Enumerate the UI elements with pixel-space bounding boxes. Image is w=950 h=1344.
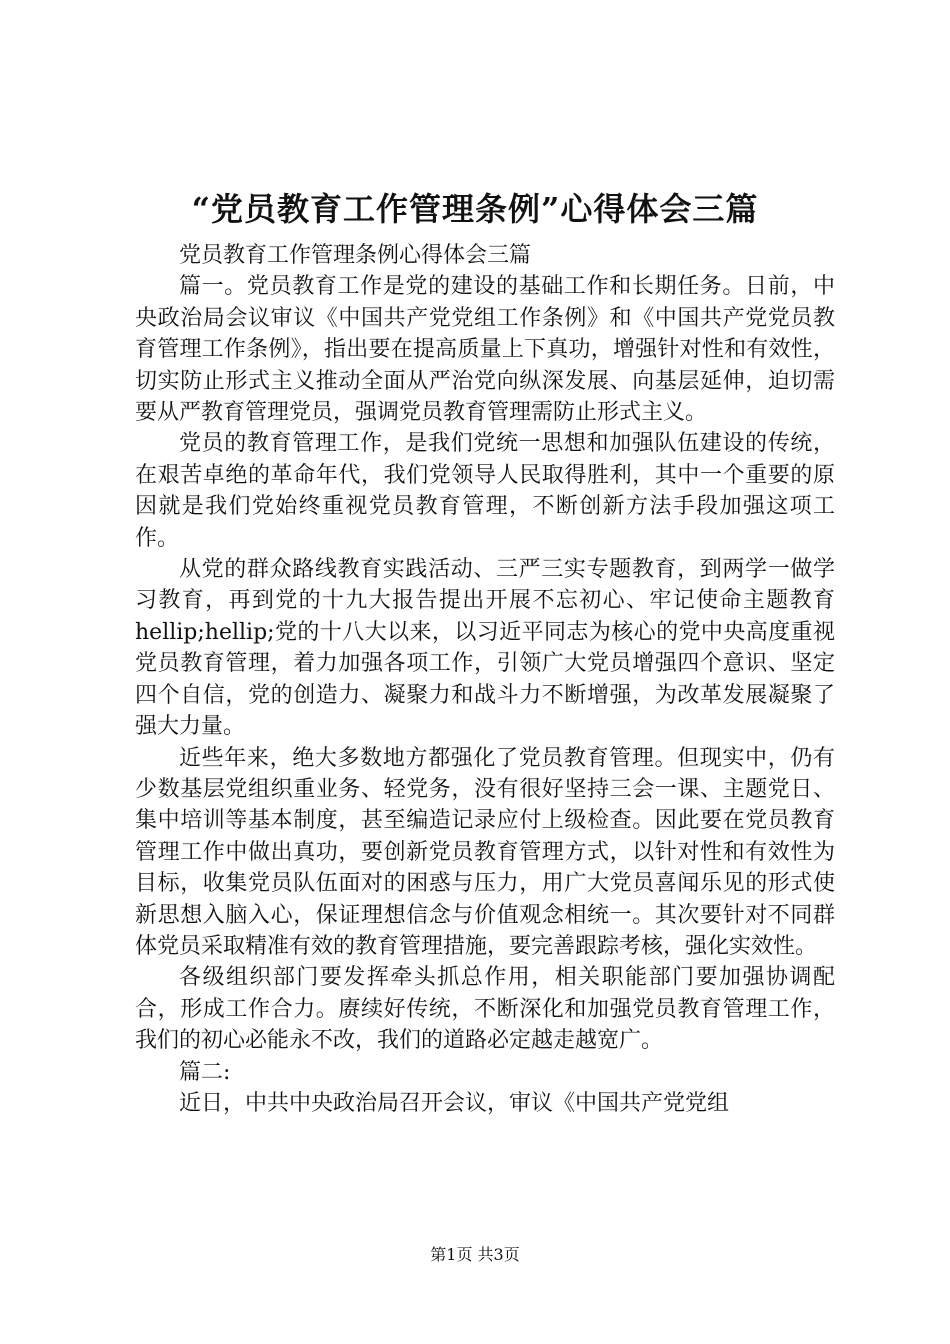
page-number-footer: 第1页 共3页 (430, 1245, 520, 1264)
section-heading: 篇二: (179, 1059, 231, 1085)
subtitle-paragraph: 党员教育工作管理条例心得体会三篇 (179, 243, 532, 268)
document-title: “党员教育工作管理条例”心得体会三篇 (191, 190, 759, 228)
body-paragraph: 近日，中共中央政治局召开会议，审议《中国共产党党组 (179, 1090, 730, 1116)
body-paragraph: 从党的群众路线教育实践活动、三严三实专题教育，到两学一做学习教育，再到党的十九大报告提出开展不忘初心、牢记使命主题教育hellip;hellip;党的十八大以来，以习近平同志为核心的党中央高度重视党员教育管理，着力加强各项工作，引领广大党员增强四个意识、坚定四个自信，党的创造力、凝聚力和战斗力不断增强，为改革发展凝聚了强大力量。 (135, 557, 835, 740)
document-body (135, 240, 835, 1119)
body-paragraph: 篇一。党员教育工作是党的建设的基础工作和长期任务。日前，中央政治局会议审议《中国共产党党组工作条例》和《中国共产党党员教育管理工作条例》，指出要在提高质量上下真功，增强针对性和有效性，切实防止形式主义推动全面从严治党向纵深发展、向基层延伸，迫切需要从严教育管理党员，强调党员教育管理需防止形式主义。 (135, 274, 835, 426)
body-paragraph: 各级组织部门要发挥牵头抓总作用，相关职能部门要加强协调配合，形成工作合力。赓续好传统，不断深化和加强党员教育管理工作，我们的初心必能永不改，我们的道路必定越走越宽广。 (135, 965, 835, 1054)
body-paragraph: 近些年来，绝大多数地方都强化了党员教育管理。但现实中，仍有少数基层党组织重业务、轻党务，没有很好坚持三会一课、主题党日、集中培训等基本制度，甚至编造记录应付上级检查。因此要在党员教育管理工作中做出真功，要创新党员教育管理方式，以针对性和有效性为目标，收集党员队伍面对的困惑与压力，用广大党员喜闻乐见的形式使新思想入脑入心，保证理想信念与价值观念相统一。其次要针对不同群体党员采取精准有效的教育管理措施，要完善跟踪考核，强化实效性。 (135, 745, 835, 959)
body-paragraph: 党员的教育管理工作，是我们党统一思想和加强队伍建设的传统，在艰苦卓绝的革命年代，我们党领导人民取得胜利，其中一个重要的原因就是我们党始终重视党员教育管理，不断创新方法手段加强这项工作。 (135, 431, 835, 551)
